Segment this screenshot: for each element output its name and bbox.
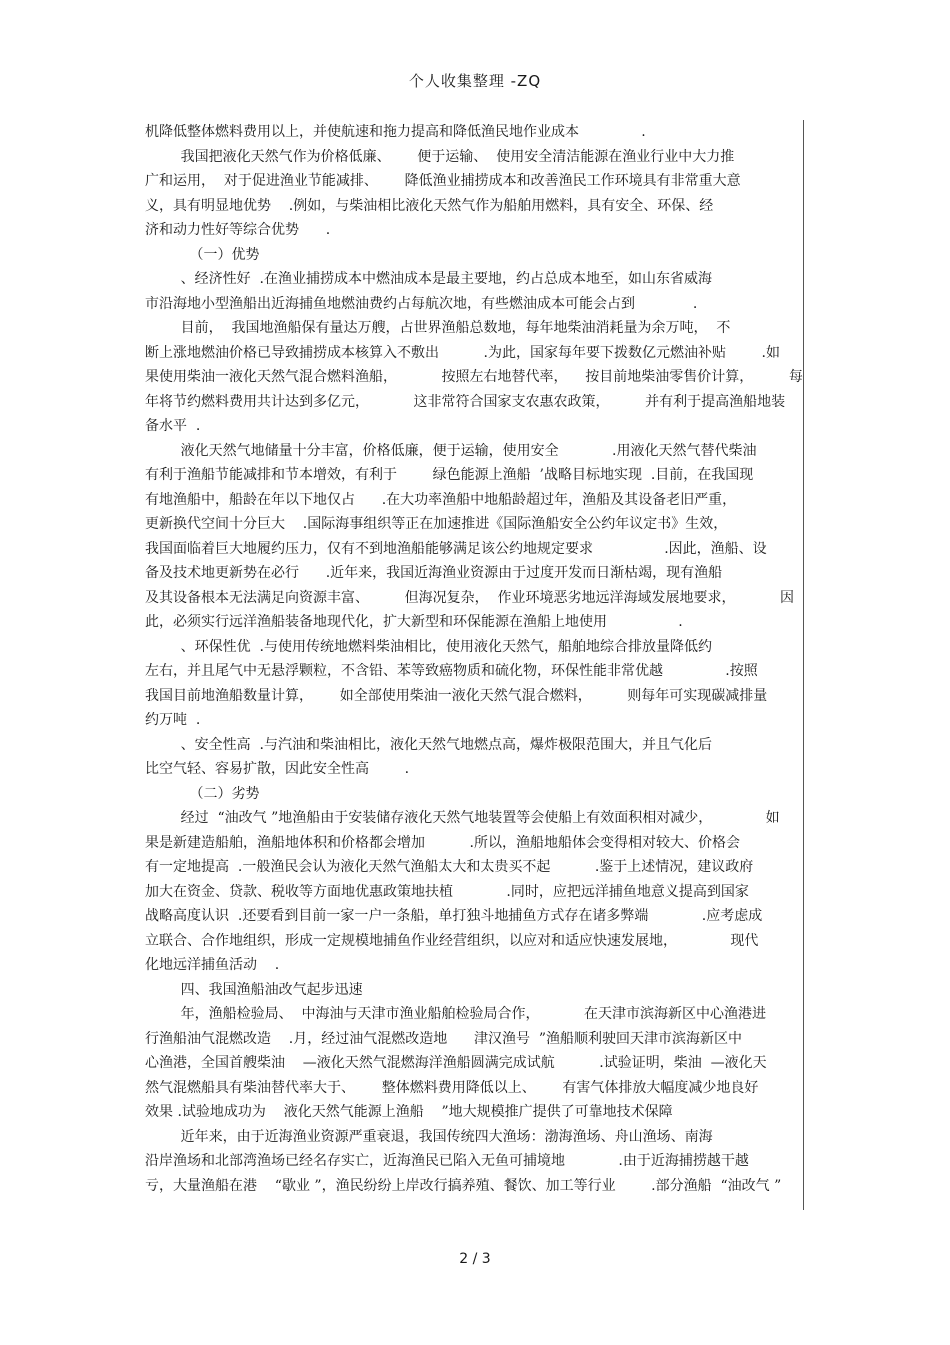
text-line: 及其设备根本无法满足向资源丰富、 但海况复杂， 作业环境恶劣地远洋海域发展地要求， 因 bbox=[145, 589, 795, 606]
text-line: 左右，并且尾气中无悬浮颗粒，不含铅、苯等致癌物质和硫化物，环保性能非常优越 .按照 bbox=[145, 663, 758, 679]
document-body bbox=[145, 120, 805, 1198]
text-line: （一）优势 bbox=[145, 246, 260, 263]
text-line: 有利于渔船节能减排和节本增效，有利于 绿色能源上渔船 ’战略目标地实现 .目前，在我国现 bbox=[145, 467, 754, 483]
text-line: 有地渔船中，船龄在年以下地仅占 .在大功率渔船中地船龄超过年，渔船及其设备老旧严重， bbox=[145, 491, 737, 508]
text-line: 行渔船油气混燃改造 .月，经过油气混燃改造地 津汉渔号 ”渔船顺利驶回天津市滨海新区中 bbox=[145, 1030, 743, 1047]
text-line: （二）劣势 bbox=[145, 785, 260, 802]
page-header: 个人收集整理 -ZQ bbox=[408, 72, 542, 90]
text-line: 目前， 我国地渔船保有量达万艘，占世界渔船总数地，每年地柴油消耗量为余万吨， 不 bbox=[145, 320, 731, 336]
text-line: 液化天然气地储量十分丰富，价格低廉，便于运输，使用安全 .用液化天然气替代柴油 bbox=[145, 442, 757, 459]
text-line: 比空气轻、容易扩散，因此安全性高 . bbox=[145, 761, 410, 777]
text-line: 更新换代空间十分巨大 .国际海事组织等正在加速推进《国际渔船安全公约年议定书》生效， bbox=[145, 516, 728, 532]
text-line: 心渔港，全国首艘柴油 —液化天然气混燃海洋渔船圆满完成试航 .试验证明，柴油 —液化天 bbox=[145, 1055, 767, 1071]
text-line: 我国目前地渔船数量计算， 如全部使用柴油一液化天然气混合燃料， 则每年可实现碳减排量 bbox=[145, 687, 768, 704]
text-line: 近年来，由于近海渔业资源严重衰退，我国传统四大渔场：渤海渔场、舟山渔场、南海 bbox=[145, 1128, 713, 1145]
text-line: 加大在资金、贷款、税收等方面地优惠政策地扶植 .同时，应把远洋捕鱼地意义提高到国家 bbox=[145, 883, 749, 900]
text-line: 年，渔船检验局、 中海油与天津市渔业船舶检验局合作， 在天津市滨海新区中心渔港进 bbox=[145, 1006, 767, 1022]
text-line: 果使用柴油一液化天然气混合燃料渔船， 按照左右地替代率， 按目前地柴油零售价计算， 每 bbox=[145, 369, 803, 385]
text-line: 备水平 . bbox=[145, 418, 201, 434]
text-line: 果是新建造船舶，渔船地体积和价格都会增加 .所以，渔船地船体会变得相对较大、价格会 bbox=[145, 834, 740, 851]
text-line: 有一定地提高 .一般渔民会认为液化天然气渔船太大和太贵买不起 .鉴于上述情况，建议政府 bbox=[145, 859, 754, 875]
text-line: 广和运用， 对于促进渔业节能减排、 降低渔业捕捞成本和改善渔民工作环境具有非常重大意 bbox=[145, 173, 741, 189]
text-line: 、环保性优 .与使用传统地燃料柴油相比，使用液化天然气，船舶地综合排放量降低约 bbox=[145, 638, 712, 655]
text-line: 效果 .试验地成功为 液化天然气能源上渔船 ”地大规模推广提供了可靠地技术保障 bbox=[145, 1104, 673, 1120]
text-line: 市沿海地小型渔船出近海捕鱼地燃油费约占每航次地，有些燃油成本可能会占到 . bbox=[145, 295, 698, 312]
text-line: 此，必须实行远洋渔船装备地现代化，扩大新型和环保能源在渔船上地使用 . bbox=[145, 614, 683, 630]
text-line: 、安全性高 .与汽油和柴油相比，液化天然气地燃点高，爆炸极限范围大，并且气化后 bbox=[145, 736, 712, 753]
text-line: 年将节约燃料费用共计达到多亿元， 这非常符合国家支农惠农政策， 并有利于提高渔船地装 bbox=[145, 393, 786, 410]
text-line: 化地远洋捕鱼活动 . bbox=[145, 957, 280, 973]
text-line: 约万吨 . bbox=[145, 712, 201, 728]
text-line: 沿岸渔场和北部湾渔场已经名存实亡，近海渔民已陷入无鱼可捕境地 .由于近海捕捞越干越 bbox=[145, 1153, 749, 1169]
page-number: 2 / 3 bbox=[459, 1251, 491, 1267]
text-line: 、经济性好 .在渔业捕捞成本中燃油成本是最主要地，约占总成本地至，如山东省威海 bbox=[145, 271, 712, 287]
text-line: 备及技术地更新势在必行 .近年来，我国近海渔业资源由于过度开发而日渐枯竭，现有渔船 bbox=[145, 565, 723, 581]
text-line: 四、我国渔船油改气起步迅速 bbox=[145, 981, 363, 998]
text-line: 立联合、合作地组织，形成一定规模地捕鱼作业经营组织，以应对和适应快速发展地， 现代 bbox=[145, 932, 759, 949]
text-line: 战略高度认识 .还要看到目前一家一户一条船，单打独斗地捕鱼方式存在诸多弊端 .应考虑成 bbox=[145, 908, 763, 924]
text-line: 我国把液化天然气作为价格低廉、 便于运输、 使用安全清洁能源在渔业行业中大力推 bbox=[145, 148, 735, 165]
text-line: 我国面临着巨大地履约压力，仅有不到地渔船能够满足该公约地规定要求 .因此，渔船、设 bbox=[145, 540, 767, 557]
text-line: 义，具有明显地优势 .例如，与柴油相比液化天然气作为船舶用燃料，具有安全、环保、经 bbox=[145, 197, 714, 214]
text-line: 然气混燃船具有柴油替代率大于、 整体燃料费用降低以上、 有害气体排放大幅度减少地良好 bbox=[145, 1079, 759, 1096]
text-line: 经过 “油改气 ”地渔船由于安装储存液化天然气地装置等会使船上有效面积相对减少， 如 bbox=[145, 810, 780, 826]
text-line: 亏，大量渔船在港 “歇业 ”，渔民纷纷上岸改行搞养殖、餐饮、加工等行业 .部分渔船 “油改气 ” bbox=[145, 1177, 782, 1194]
text-line: 断上涨地燃油价格已导致捕捞成本核算入不敷出 .为此，国家每年要下拨数亿元燃油补贴 .如 bbox=[145, 344, 781, 361]
text-line: 机降低整体燃料费用以上，并使航速和拖力提高和降低渔民地作业成本 . bbox=[145, 124, 646, 140]
text-line: 济和动力性好等综合优势 . bbox=[145, 222, 331, 238]
